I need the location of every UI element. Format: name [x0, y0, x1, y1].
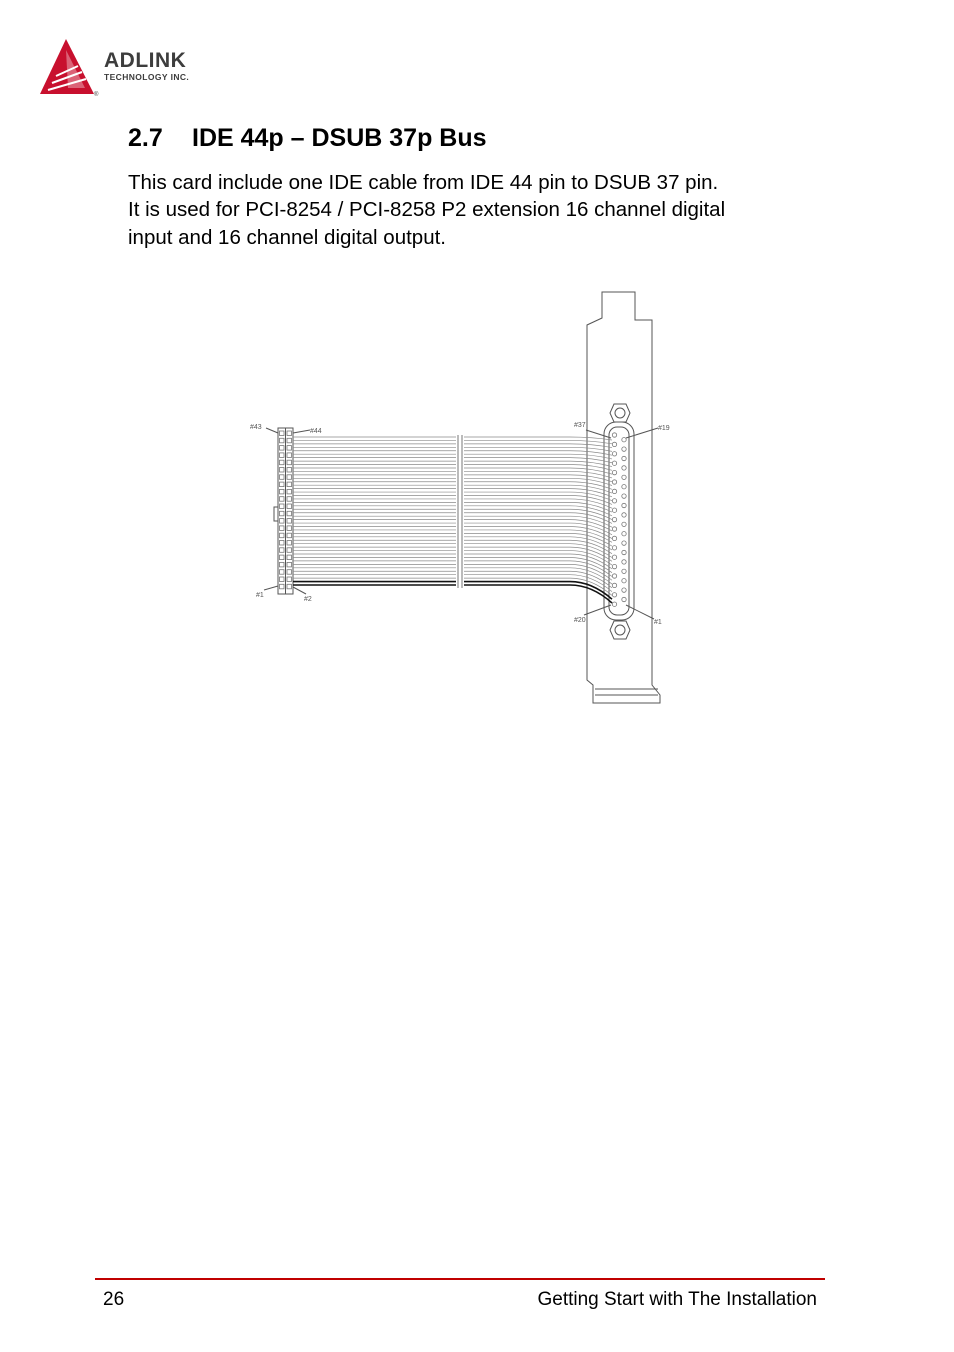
dsub-pin	[622, 560, 626, 564]
dsub-pin	[612, 470, 616, 474]
dsub-pin	[622, 494, 626, 498]
ide-pin	[287, 541, 292, 546]
dsub-pin	[612, 602, 616, 606]
bracket-outline	[587, 292, 660, 703]
logo-tagline: TECHNOLOGY INC.	[104, 72, 190, 82]
ide-pin	[280, 482, 285, 487]
ide-pin	[280, 541, 285, 546]
ide-pin	[280, 453, 285, 458]
cable-diagram-svg	[240, 285, 680, 715]
ribbon-wire	[464, 506, 612, 516]
ide-pin	[287, 570, 292, 575]
dsub-pin-label: #37	[574, 422, 586, 429]
company-logo	[38, 36, 238, 100]
dsub-pin	[622, 541, 626, 545]
dsub-pin	[622, 485, 626, 489]
dsub-pin	[612, 452, 616, 456]
dsub-pin	[622, 522, 626, 526]
ribbon-wire	[464, 578, 612, 595]
dsub-pin	[612, 461, 616, 465]
dsub-pin-label: #19	[658, 425, 670, 432]
ide-pin	[287, 577, 292, 582]
ide-pin	[287, 555, 292, 560]
dsub-pin	[612, 593, 616, 597]
ide-pin	[280, 446, 285, 451]
dsub-pin	[612, 583, 616, 587]
ide-pin	[280, 468, 285, 473]
dsub-pin	[622, 588, 626, 592]
dsub-pin	[612, 489, 616, 493]
ide-pin	[287, 468, 292, 473]
ide-pin	[287, 511, 292, 516]
ide-pin	[280, 555, 285, 560]
ide-pin	[280, 526, 285, 531]
ribbon-wire	[464, 561, 612, 577]
dsub-pin	[622, 447, 626, 451]
ide-pin	[287, 475, 292, 480]
ide-pin	[280, 460, 285, 465]
dsub-pin	[612, 433, 616, 437]
ide-pin	[280, 533, 285, 538]
ribbon-wire	[464, 440, 612, 443]
dsub-pin	[612, 527, 616, 531]
ide-pin	[280, 511, 285, 516]
section-number: 2.7	[128, 124, 163, 152]
footer-chapter-title: Getting Start with The Installation	[537, 1289, 817, 1310]
dsub-pin	[622, 532, 626, 536]
dsub-pin	[612, 442, 616, 446]
ide-pin	[287, 584, 292, 589]
ribbon-wire	[464, 496, 612, 505]
section-title: IDE 44p – DSUB 37p Bus	[192, 124, 487, 152]
body-line: This card include one IDE cable from IDE 44 pin to DSUB 37 pin.	[128, 171, 719, 194]
ribbon-wire	[464, 468, 612, 474]
logo-triangle-icon	[38, 36, 100, 98]
ide-pin	[280, 438, 285, 443]
ide-pin	[287, 482, 292, 487]
dsub-pin	[622, 438, 626, 442]
ide-pin	[287, 489, 292, 494]
dsub-pin	[612, 555, 616, 559]
ribbon-wire	[464, 502, 612, 512]
ribbon-wire	[464, 585, 612, 603]
ide-pin	[280, 570, 285, 575]
svg-text:®: ®	[94, 92, 99, 98]
ide-pin	[287, 526, 292, 531]
ide-pin-label: #1	[256, 592, 264, 599]
dsub-pin	[622, 475, 626, 479]
ide-pin	[280, 584, 285, 589]
dsub-pin	[612, 517, 616, 521]
dsub-pin	[622, 579, 626, 583]
ide-pin	[287, 504, 292, 509]
dsub-pin	[622, 569, 626, 573]
ribbon-wire	[464, 551, 612, 566]
ide-pin	[280, 431, 285, 436]
top-screw-icon	[610, 404, 630, 422]
ide-pin	[280, 489, 285, 494]
body-paragraph	[128, 169, 828, 251]
dsub-pin	[622, 550, 626, 554]
cable-diagram	[240, 285, 680, 715]
ide-pin	[287, 519, 292, 524]
ide-pin	[287, 497, 292, 502]
dsub-pin	[622, 597, 626, 601]
dsub-pin	[622, 456, 626, 460]
dsub-pin	[612, 546, 616, 550]
page-number: 26	[103, 1289, 125, 1310]
ribbon-wire	[464, 454, 612, 459]
ribbon-wire	[464, 509, 612, 519]
dsub-pin	[612, 536, 616, 540]
ide-pin	[280, 562, 285, 567]
dsub-pin-label: #1	[654, 619, 662, 626]
dsub-pin	[612, 574, 616, 578]
ide-pin-label: #2	[304, 596, 312, 603]
footer-rule	[95, 1278, 825, 1280]
body-line: input and 16 channel digital output.	[128, 225, 447, 249]
ribbon-wire	[464, 437, 612, 440]
dsub-pin	[622, 513, 626, 517]
ide-pin	[287, 453, 292, 458]
ide-pin	[280, 577, 285, 582]
ide-pin	[287, 438, 292, 443]
ide-pin	[280, 497, 285, 502]
ide-pin	[280, 519, 285, 524]
ide-pin-label: #44	[310, 428, 322, 435]
section-heading	[128, 124, 487, 153]
body-line: It is used for PCI-8254 / PCI-8258 P2 extension 16 channel digital	[128, 198, 726, 222]
dsub-pin-label: #20	[574, 617, 586, 624]
dsub-pin	[622, 466, 626, 470]
ide-pin	[287, 533, 292, 538]
ide-pin	[280, 475, 285, 480]
ide-pin	[280, 548, 285, 553]
ide-pin	[280, 504, 285, 509]
dsub-pin	[622, 503, 626, 507]
logo-wordmark: ADLINK	[104, 49, 187, 72]
ide-pin	[287, 460, 292, 465]
ide-pin	[287, 431, 292, 436]
ribbon-wire	[464, 499, 612, 508]
dsub-pin	[612, 564, 616, 568]
ide-pin	[287, 446, 292, 451]
ribbon-wire	[464, 492, 612, 501]
ribbon-wire	[464, 557, 612, 572]
ide-pin	[287, 548, 292, 553]
bottom-screw-icon	[610, 621, 630, 639]
ide-pin	[287, 562, 292, 567]
dsub-pin	[612, 508, 616, 512]
ribbon-wire	[464, 554, 612, 569]
dsub-pin	[612, 499, 616, 503]
dsub-pin	[612, 480, 616, 484]
ide-pin-label: #43	[250, 424, 262, 431]
